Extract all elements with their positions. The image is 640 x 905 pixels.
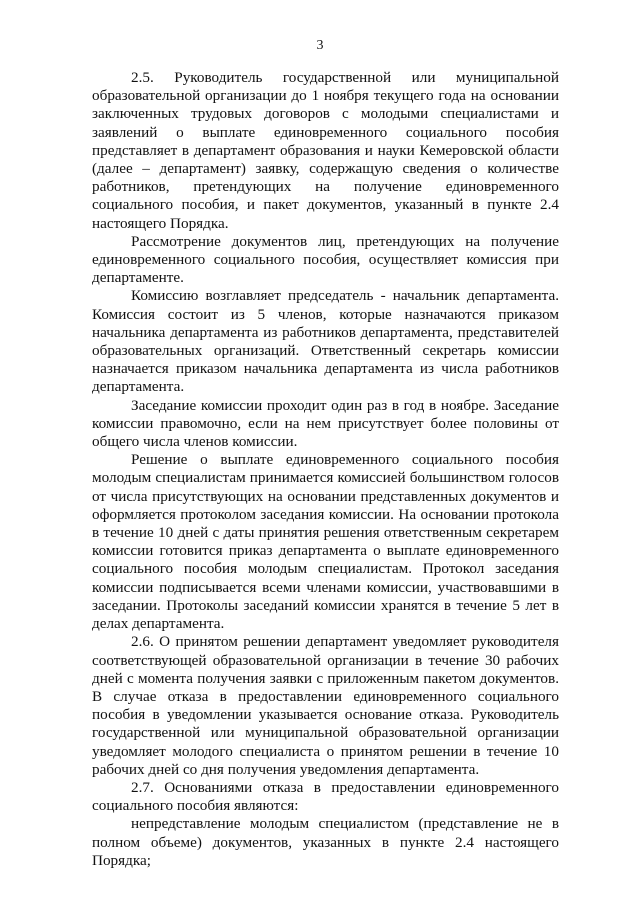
paragraph-review-documents: Рассмотрение документов лиц, претендующих на получение единовременного социального пособия, осуществляет комиссия при департаменте.	[92, 232, 559, 287]
paragraph-commission-composition: Комиссию возглавляет председатель - начальник департамента. Комиссия состоит из 5 членов, которые назначаются приказом начальника департамента из работников департамента, представителей образовательных организаций. Ответственный секретарь комиссии назначается приказом начальника департамента из числа работников департамента.	[92, 287, 559, 396]
paragraph-2-5: 2.5. Руководитель государственной или муниципальной образовательной организации до 1 ноября текущего года на основании заключенных трудовых договоров с молодыми специалистами и заявлений о выплате единовременного социального пособия представляет в департамент образования и науки Кемеровской области (далее – департамент) заявку, содержащую сведения о количестве работников, претендующих на получение единовременного социального пособия, и пакет документов, указанный в пункте 2.4 настоящего Порядка.	[92, 69, 559, 232]
paragraph-commission-meeting: Заседание комиссии проходит один раз в год в ноябре. Заседание комиссии правомочно, если на нем присутствует более половины от общего числа членов комиссии.	[92, 396, 559, 451]
paragraph-2-6: 2.6. О принятом решении департамент уведомляет руководителя соответствующей образовательной организации в течение 30 рабочих дней с момента получения заявки с приложенным пакетом документов. В случае отказа в предоставлении единовременного социального пособия в уведомлении указывается основание отказа. Руководитель государственной или муниципальной образовательной организации уведомляет молодого специалиста о принятом решении в течение 10 рабочих дней со дня получения уведомления департамента.	[92, 633, 559, 778]
paragraph-commission-decision: Решение о выплате единовременного социального пособия молодым специалистам принимается комиссией большинством голосов от числа присутствующих на основании представленных документов и оформляется протоколом заседания комиссии. На основании протокола в течение 10 дней с даты принятия решения ответственным секретарем комиссии готовится приказ департамента о выплате единовременного социального пособия молодым специалистам. Протокол заседания комиссии подписывается всеми членами комиссии, участвовавшими в заседании. Протоколы заседаний комиссии хранятся в течение 5 лет в делах департамента.	[92, 451, 559, 633]
document-body	[92, 69, 559, 870]
paragraph-refusal-ground-1: непредставление молодым специалистом (представление не в полном объеме) документов, указанных в пункте 2.4 настоящего Порядка;	[92, 815, 559, 869]
page-number: 3	[316, 38, 324, 53]
paragraph-2-7: 2.7. Основаниями отказа в предоставлении единовременного социального пособия являются:	[92, 778, 559, 815]
